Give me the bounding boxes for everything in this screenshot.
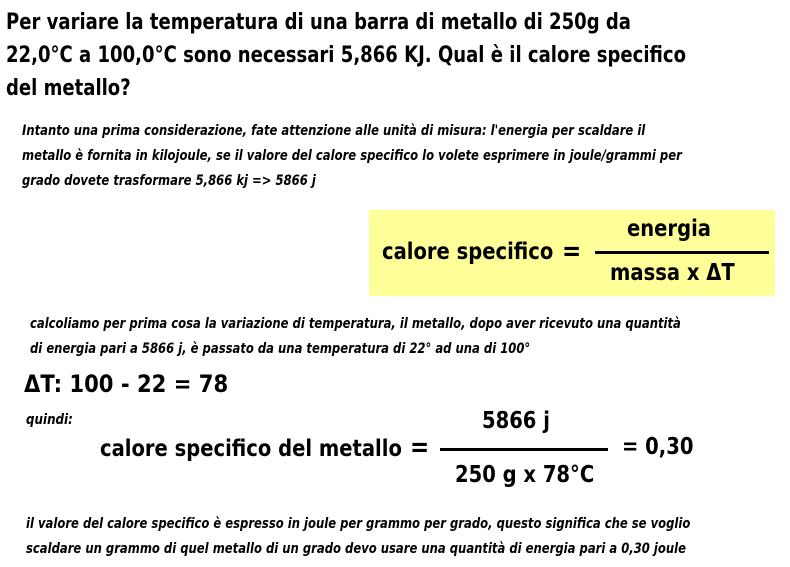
step-line-2: di energia pari a 5866 j, è passato da una temperatura di 22° ad una di 100° (30, 341, 531, 357)
step-line-1: calcoliamo per prima cosa la variazione di temperatura, il metallo, dopo aver ricevuto una quantità (30, 316, 681, 332)
result-value: = 0,30 (622, 434, 694, 460)
step-paragraph (30, 312, 790, 362)
result-denominator: 250 g x 78°C (455, 462, 595, 488)
formula-fraction-bar (595, 251, 769, 254)
intro-line-1: Intanto una prima considerazione, fate attenzione alle unità di misura: l'energia per scaldare il (22, 123, 646, 139)
problem-statement (6, 6, 785, 105)
formula-numerator: energia (627, 216, 711, 242)
formula-lhs: calore specifico (382, 239, 554, 265)
delta-t-calculation: ΔT: 100 - 22 = 78 (24, 370, 229, 398)
formula-highlight-box (369, 210, 775, 296)
problem-line-3: del metallo? (6, 76, 131, 101)
quindi-label: quindi: (26, 412, 73, 428)
conclusion-line-2: scaldare un grammo di quel metallo di un grado devo usare una quantità di energia pari a 0,30 joule (26, 541, 686, 557)
conclusion-line-1: il valore del calore specifico è espresso in joule per grammo per grado, questo significa che se voglio (26, 516, 691, 532)
result-equals: = (410, 432, 430, 463)
problem-line-2: 22,0°C a 100,0°C sono necessari 5,866 KJ. Qual è il calore specifico (6, 43, 686, 68)
formula-denominator: massa x ΔT (610, 260, 735, 286)
intro-line-3: grado dovete trasformare 5,866 kj => 5866 j (22, 173, 316, 189)
formula-equals: = (562, 236, 582, 267)
result-lhs: calore specifico del metallo (100, 436, 402, 462)
problem-line-1: Per variare la temperatura di una barra di metallo di 250g da (6, 10, 631, 35)
intro-paragraph (22, 119, 790, 194)
result-numerator: 5866 j (482, 408, 550, 434)
conclusion-paragraph (26, 512, 790, 562)
intro-line-2: metallo è fornita in kilojoule, se il valore del calore specifico lo volete esprimere in joule/grammi per (22, 148, 682, 164)
result-fraction-bar (440, 448, 608, 451)
